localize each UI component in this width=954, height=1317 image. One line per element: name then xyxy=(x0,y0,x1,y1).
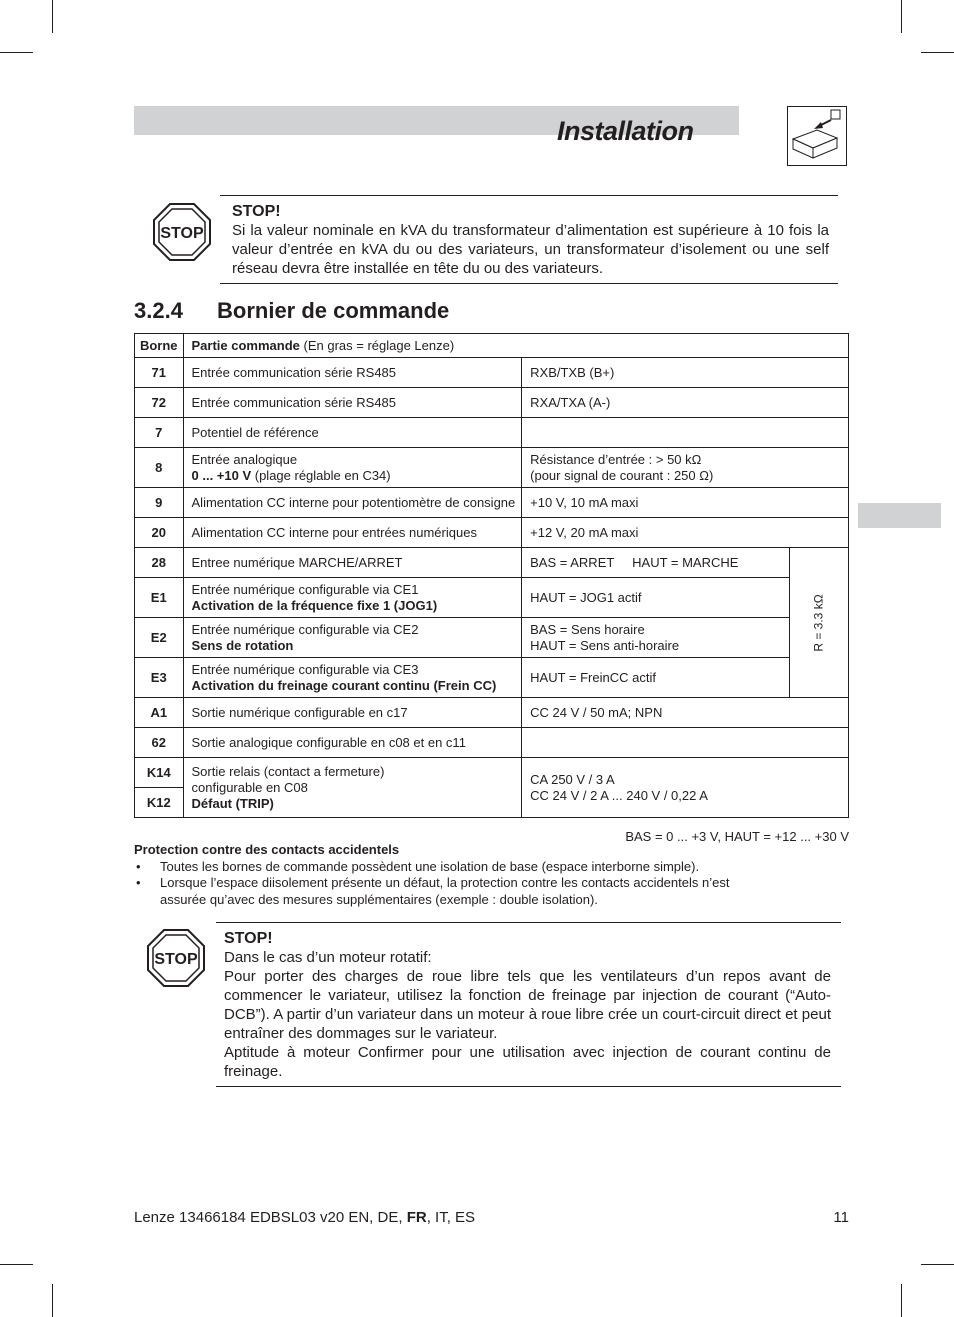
crop-mark xyxy=(0,1264,33,1265)
signal-cell: +12 V, 20 mA maxi xyxy=(522,518,849,548)
crop-mark xyxy=(0,52,33,53)
desc-cell: Alimentation CC interne pour potentiomètre de consigne xyxy=(183,488,522,518)
borne-cell: 20 xyxy=(135,518,184,548)
section-title: Bornier de commande xyxy=(217,298,450,323)
signal-cell: +10 V, 10 mA maxi xyxy=(522,488,849,518)
crop-mark xyxy=(52,0,53,33)
desc-cell: Sortie analogique configurable en c08 et en c11 xyxy=(183,728,522,758)
desc-cell: Entree numérique MARCHE/ARRET xyxy=(183,548,522,578)
page-title: Installation xyxy=(557,116,694,146)
bornier-table xyxy=(134,333,849,818)
stop-sign-icon xyxy=(147,929,205,987)
desc-cell: Entrée communication série RS485 xyxy=(183,358,522,388)
protection-section xyxy=(134,842,734,908)
stop-warning-1 xyxy=(150,195,840,285)
signal-cell: HAUT = JOG1 actif xyxy=(522,578,790,618)
divider xyxy=(216,1086,841,1087)
stop-text: Aptitude à moteur Confirmer pour une utilisation avec injection de courant continu de freinage. xyxy=(224,1044,831,1080)
desc-cell: Sortie relais (contact a fermeture) configurable en C08 Défaut (TRIP) xyxy=(183,758,522,818)
crop-mark xyxy=(921,52,954,53)
desc-cell: Alimentation CC interne pour entrées numériques xyxy=(183,518,522,548)
table-row xyxy=(135,448,849,488)
desc-cell: Entrée communication série RS485 xyxy=(183,388,522,418)
desc-cell: Entrée numérique configurable via CE1 Activation de la fréquence fixe 1 (JOG1) xyxy=(183,578,522,618)
crop-mark xyxy=(921,1264,954,1265)
section-number: 3.2.4 xyxy=(134,298,183,323)
divider xyxy=(220,283,838,284)
borne-cell: A1 xyxy=(135,698,184,728)
borne-cell: 72 xyxy=(135,388,184,418)
signal-cell: Résistance d’entrée : > 50 kΩ (pour signal de courant : 250 Ω) xyxy=(522,448,849,488)
crop-mark xyxy=(52,1284,53,1317)
resistance-cell xyxy=(790,548,849,698)
signal-cell: CA 250 V / 3 A CC 24 V / 2 A ... 240 V / 0,22 A xyxy=(522,758,849,818)
borne-cell: 71 xyxy=(135,358,184,388)
borne-cell: 9 xyxy=(135,488,184,518)
borne-cell: 7 xyxy=(135,418,184,448)
stop-label: STOP! xyxy=(232,203,281,220)
stop-sign-text: STOP xyxy=(154,951,198,968)
table-row xyxy=(135,728,849,758)
footer-doc-info: Lenze 13466184 EDBSL03 v20 EN, DE, FR, IT, ES xyxy=(134,1209,476,1226)
desc-cell: Sortie numérique configurable en c17 xyxy=(183,698,522,728)
section-heading xyxy=(134,298,449,324)
footer xyxy=(134,1209,849,1226)
desc-cell: Entrée numérique configurable via CE2 Sens de rotation xyxy=(183,618,522,658)
signal-cell: RXB/TXB (B+) xyxy=(522,358,849,388)
table-row xyxy=(135,658,849,698)
borne-cell: K14 xyxy=(135,758,184,788)
header-borne: Borne xyxy=(135,334,184,358)
borne-cell: E3 xyxy=(135,658,184,698)
header-partie: Partie commande (En gras = réglage Lenze) xyxy=(183,334,848,358)
signal-cell: CC 24 V / 50 mA; NPN xyxy=(522,698,849,728)
table-row xyxy=(135,418,849,448)
borne-cell: K12 xyxy=(135,788,184,818)
desc-cell: Potentiel de référence xyxy=(183,418,522,448)
borne-cell: 28 xyxy=(135,548,184,578)
table-header-row xyxy=(135,334,849,358)
stop-label: STOP! xyxy=(224,930,273,947)
signal-cell: BAS = ARRET HAUT = MARCHE xyxy=(522,548,790,578)
crop-mark xyxy=(901,0,902,33)
stop-sign-text: STOP xyxy=(160,225,204,242)
table-row xyxy=(135,758,849,788)
crop-mark xyxy=(901,1284,902,1317)
divider xyxy=(220,195,838,196)
signal-cell xyxy=(522,418,849,448)
signal-cell xyxy=(522,728,849,758)
table-row xyxy=(135,548,849,578)
table-row xyxy=(135,518,849,548)
borne-cell: 62 xyxy=(135,728,184,758)
stop-text: Pour porter des charges de roue libre tels que les ventilateurs d’un repos avant de commencer le variateur, utilisez la fonction de freinage par injection de courant (“Auto-DCB”). A partir d’un variateur dans un moteur à roue libre crée un court-circuit direct et peut entraîner des dommages sur le variateur. xyxy=(224,968,831,1042)
resistance-label: R = 3.3 kΩ xyxy=(812,593,827,652)
borne-cell: E2 xyxy=(135,618,184,658)
table-row xyxy=(135,358,849,388)
table-row xyxy=(135,388,849,418)
table-row xyxy=(135,698,849,728)
stop-text: Si la valeur nominale en kVA du transformateur d’alimentation est supérieure à 10 fois la valeur d’entrée en kVA du ou des variateurs, un transformateur d’isolement ou une self réseau devra être installée en tête du ou des variateurs. xyxy=(232,222,829,277)
protection-title: Protection contre des contacts accidentels xyxy=(134,842,400,857)
borne-cell: 8 xyxy=(135,448,184,488)
page-number: 11 xyxy=(833,1209,849,1226)
list-item: • Toutes les bornes de commande possèdent une isolation de base (espace interborne simple). xyxy=(136,858,700,874)
divider xyxy=(216,922,841,923)
stop-warning-2 xyxy=(145,922,842,1088)
signal-cell: RXA/TXA (A-) xyxy=(522,388,849,418)
side-tab xyxy=(858,503,941,528)
borne-cell: E1 xyxy=(135,578,184,618)
installation-icon xyxy=(787,106,847,166)
signal-cell: BAS = Sens horaire HAUT = Sens anti-horaire xyxy=(522,618,790,658)
desc-cell: Entrée analogique 0 ... +10 V (plage réglable en C34) xyxy=(183,448,522,488)
signal-levels-note: BAS = 0 ... +3 V, HAUT = +12 ... +30 V xyxy=(625,829,849,844)
table-row xyxy=(135,618,849,658)
signal-cell: HAUT = FreinCC actif xyxy=(522,658,790,698)
stop-text: Dans le cas d’un moteur rotatif: xyxy=(224,949,432,966)
table-row xyxy=(135,578,849,618)
desc-cell: Entrée numérique configurable via CE3 Activation du freinage courant continu (Frein CC) xyxy=(183,658,522,698)
stop-sign-icon xyxy=(153,203,211,261)
table-row xyxy=(135,488,849,518)
list-item: • Lorsque l’espace diisolement présente un défaut, la protection contre les contacts accidentels n’est assurée qu’avec des mesures supplémentaires (exemple : double isolation). xyxy=(136,875,730,907)
